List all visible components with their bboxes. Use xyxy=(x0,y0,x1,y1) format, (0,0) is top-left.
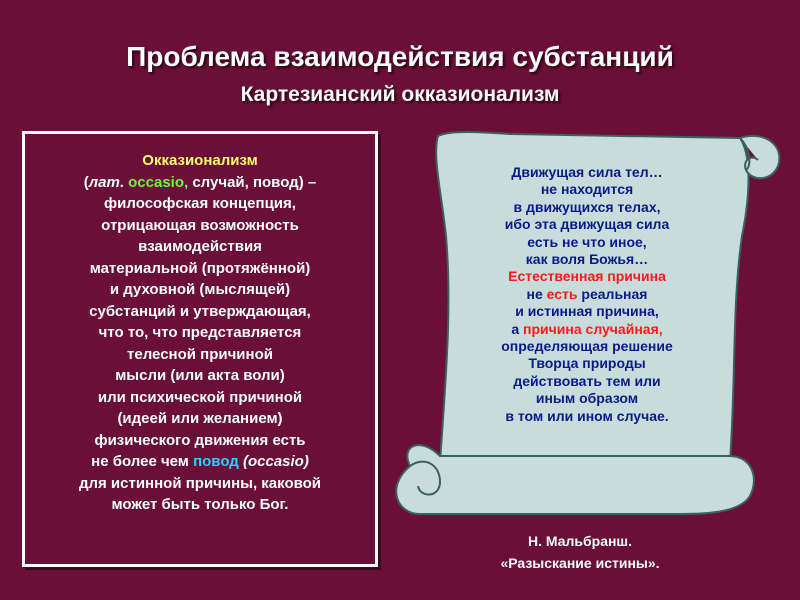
latin-abbrev: лат xyxy=(88,173,120,191)
quote-line: как воля Божья… xyxy=(525,251,649,268)
definition-heading: Окказионализм xyxy=(142,152,258,169)
latin-rest: случай, повод) – xyxy=(188,173,317,191)
definition-line: взаимодействия xyxy=(138,238,262,255)
quote-real: реальная xyxy=(577,285,648,302)
quote-line-not-is xyxy=(452,286,722,303)
quote-line-natural-cause: Естественная причина xyxy=(508,268,666,285)
quote-line: в том или ином случае. xyxy=(505,407,669,424)
paren-open: ( xyxy=(83,173,89,191)
definition-line: и духовной (мыслящей) xyxy=(109,281,291,298)
quote-line: иным образом xyxy=(535,390,639,407)
definition-line: физического движения есть xyxy=(94,431,306,449)
quote-line: определяющая решение xyxy=(501,338,673,355)
quote-line: Творца природы xyxy=(528,355,646,372)
definition-line: (идеей или желанием) xyxy=(117,410,283,427)
definition-line: субстанций и утверждающая, xyxy=(89,302,311,320)
slide-title: Проблема взаимодействия субстанций xyxy=(126,41,674,72)
definition-line-povod xyxy=(25,451,375,473)
quote-line: действовать тем или xyxy=(513,372,661,389)
caption-work: «Разыскание истины». xyxy=(500,555,660,571)
quote-a: а xyxy=(511,320,524,337)
definition-box xyxy=(22,131,378,567)
definition-line: материальной (протяжённой) xyxy=(89,259,311,277)
quote-line: есть не что иное, xyxy=(527,233,647,250)
definition-line: отрицающая возможность xyxy=(101,216,299,234)
quote-line-chance xyxy=(452,321,722,338)
latin-word: occasio, xyxy=(128,173,189,191)
definition-line: мысли (или акта воли) xyxy=(115,367,285,384)
definition-line: телесной причиной xyxy=(127,345,273,363)
definition-line-latin xyxy=(25,172,375,194)
povod-latin: (occasio) xyxy=(242,453,309,470)
latin-dot: . xyxy=(119,173,129,191)
quote-line: Движущая сила тел… xyxy=(511,164,663,180)
definition-line: что то, что представляется xyxy=(98,324,302,341)
source-caption xyxy=(440,530,720,574)
definition-line: может быть только Бог. xyxy=(111,496,289,513)
quote-line: не находится xyxy=(540,181,634,198)
quote-est: есть xyxy=(546,285,578,302)
quote-text xyxy=(452,164,722,425)
povod-prefix: не более чем xyxy=(91,453,194,470)
definition-line: для истинной причины, каковой xyxy=(78,474,322,492)
quote-line: в движущихся телах, xyxy=(513,198,661,215)
povod-word: повод xyxy=(193,453,239,470)
quote-ne: не xyxy=(526,285,547,302)
quote-chance-cause: причина случайная, xyxy=(523,320,663,337)
quote-line: ибо эта движущая сила xyxy=(504,216,670,233)
scroll-bottom-roll xyxy=(396,445,754,514)
quote-line: и истинная причина, xyxy=(515,303,659,320)
definition-line: философская концепция, xyxy=(104,195,296,212)
definition-text xyxy=(25,150,375,516)
caption-author: Н. Мальбранш. xyxy=(527,533,632,549)
definition-line: или психической причиной xyxy=(97,388,303,406)
slide-subtitle: Картезианский окказионализм xyxy=(240,83,560,106)
